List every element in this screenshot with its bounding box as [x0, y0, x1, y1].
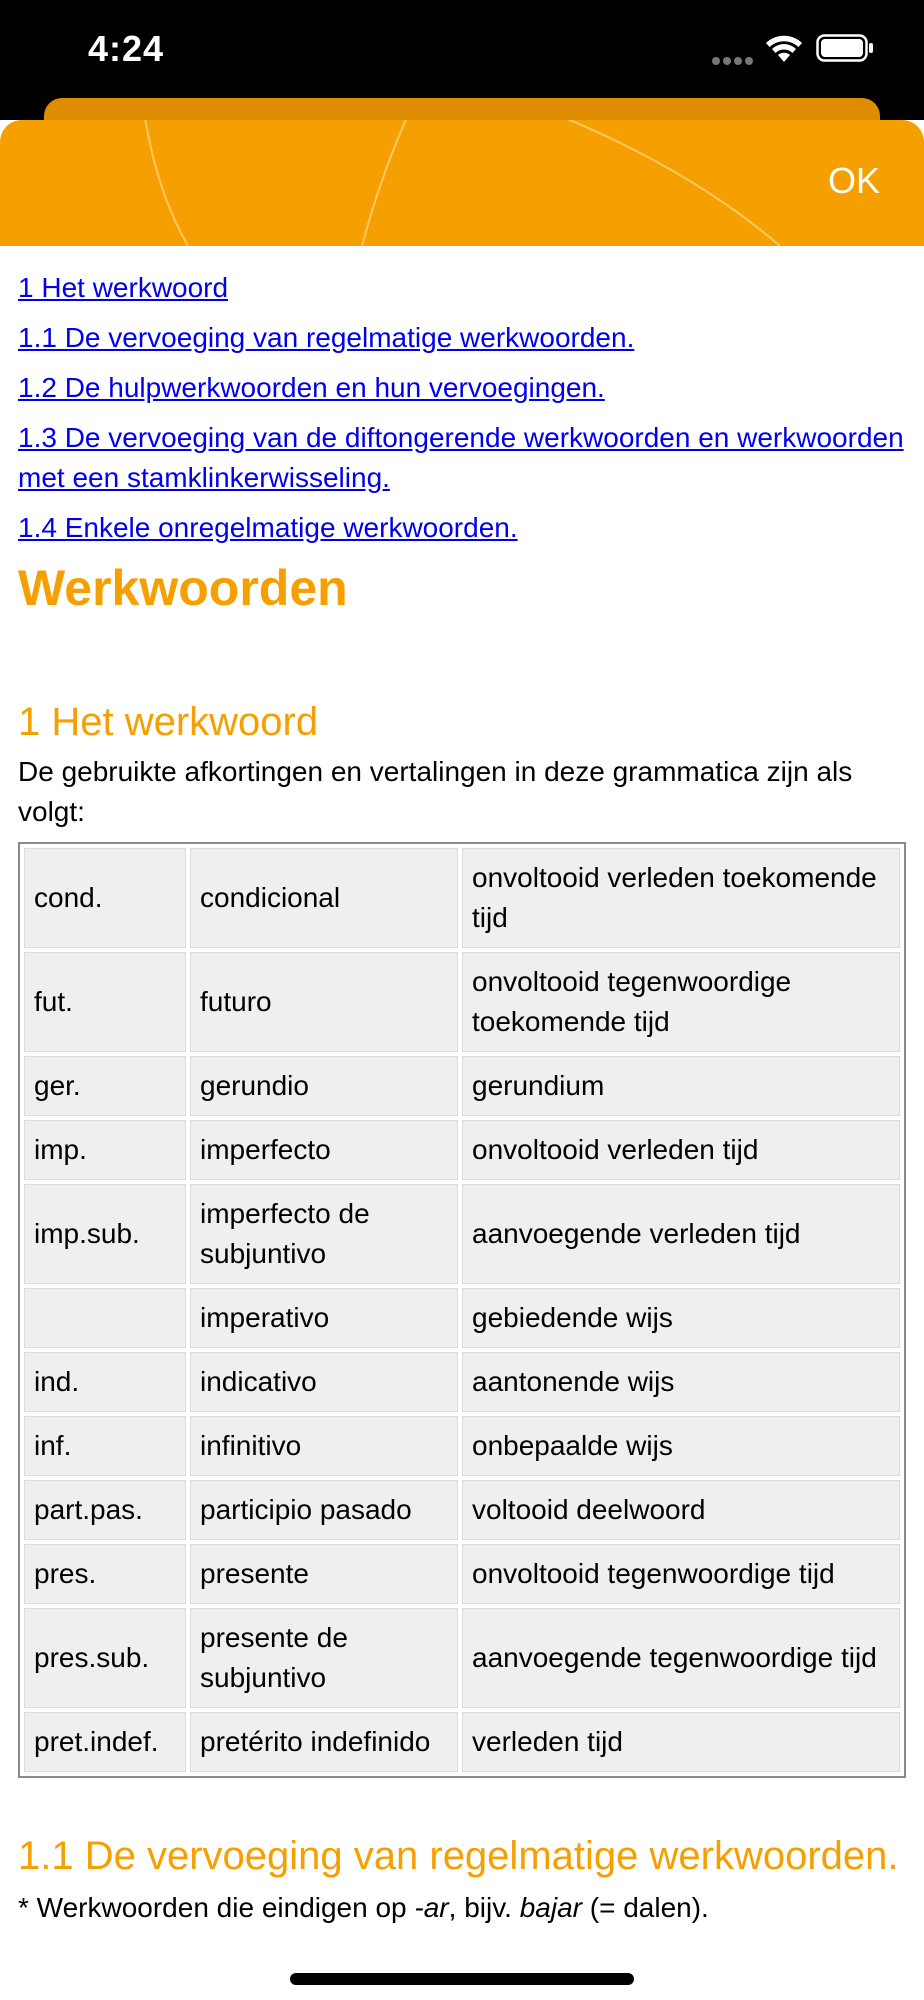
dutch-translation-cell: onvoltooid tegenwoordige toekomende tijd	[462, 952, 900, 1052]
header-decoration	[0, 120, 924, 246]
table-row	[24, 952, 900, 1052]
section-note	[18, 1888, 906, 1928]
content	[18, 246, 906, 1928]
abbreviation-cell: ind.	[24, 1352, 186, 1412]
note-example: bajar	[519, 1892, 582, 1923]
page-title: Werkwoorden	[18, 560, 348, 616]
dutch-translation-cell: aanvoegende verleden tijd	[462, 1184, 900, 1284]
spanish-term-cell: pretérito indefinido	[190, 1712, 458, 1772]
cellular-signal-icon	[712, 52, 756, 64]
table-row	[24, 1712, 900, 1772]
sheet-header	[0, 120, 924, 246]
table-row	[24, 1544, 900, 1604]
battery-icon	[816, 34, 874, 62]
table-row	[24, 1480, 900, 1540]
table-of-contents	[18, 268, 906, 548]
table-row	[24, 1608, 900, 1708]
abbreviation-cell: ger.	[24, 1056, 186, 1116]
wifi-icon	[764, 32, 804, 64]
table-row	[24, 1056, 900, 1116]
spanish-term-cell: imperfecto	[190, 1120, 458, 1180]
abbreviation-table	[18, 842, 906, 1778]
ok-button[interactable]: OK	[827, 160, 880, 201]
dutch-translation-cell: gebiedende wijs	[462, 1288, 900, 1348]
spanish-term-cell: gerundio	[190, 1056, 458, 1116]
section-title-1: 1 Het werkwoord	[18, 700, 319, 744]
abbreviation-cell: pret.indef.	[24, 1712, 186, 1772]
dutch-translation-cell: onvoltooid tegenwoordige tijd	[462, 1544, 900, 1604]
dutch-translation-cell: voltooid deelwoord	[462, 1480, 900, 1540]
spanish-term-cell: presente	[190, 1544, 458, 1604]
dutch-translation-cell: aantonende wijs	[462, 1352, 900, 1412]
dutch-translation-cell: aanvoegende tegenwoordige tijd	[462, 1608, 900, 1708]
abbreviation-cell	[24, 1288, 186, 1348]
spanish-term-cell: condicional	[190, 848, 458, 948]
note-suffix: (= dalen).	[581, 1892, 709, 1923]
abbreviation-cell: fut.	[24, 952, 186, 1052]
table-row	[24, 1288, 900, 1348]
spanish-term-cell: imperativo	[190, 1288, 458, 1348]
section-title-1-1: 1.1 De vervoeging van regelmatige werkwoorden.	[18, 1834, 899, 1878]
table-row	[24, 1352, 900, 1412]
dutch-translation-cell: verleden tijd	[462, 1712, 900, 1772]
abbreviation-cell: pres.sub.	[24, 1608, 186, 1708]
dutch-translation-cell: gerundium	[462, 1056, 900, 1116]
toc-link-1-4[interactable]: 1.4 Enkele onregelmatige werkwoorden.	[18, 512, 518, 543]
abbreviation-cell: part.pas.	[24, 1480, 186, 1540]
status-time: 4:24	[88, 28, 165, 69]
abbreviation-cell: imp.sub.	[24, 1184, 186, 1284]
note-ending: -ar	[414, 1892, 449, 1923]
home-indicator[interactable]	[290, 1973, 634, 1985]
table-row	[24, 1416, 900, 1476]
abbreviation-cell: pres.	[24, 1544, 186, 1604]
note-prefix: * Werkwoorden die eindigen op	[18, 1892, 415, 1923]
spanish-term-cell: infinitivo	[190, 1416, 458, 1476]
toc-link-1-1[interactable]: 1.1 De vervoeging van regelmatige werkwoorden.	[18, 322, 635, 353]
abbreviation-cell: cond.	[24, 848, 186, 948]
toc-link-1-3[interactable]: 1.3 De vervoeging van de diftongerende werkwoorden en werkwoorden met een stamklinkerwisseling.	[18, 422, 904, 493]
abbreviation-cell: inf.	[24, 1416, 186, 1476]
spanish-term-cell: futuro	[190, 952, 458, 1052]
note-mid: , bijv.	[448, 1892, 520, 1923]
toc-link-1[interactable]: 1 Het werkwoord	[18, 272, 229, 303]
spanish-term-cell: indicativo	[190, 1352, 458, 1412]
spanish-term-cell: presente de subjuntivo	[190, 1608, 458, 1708]
dutch-translation-cell: onbepaalde wijs	[462, 1416, 900, 1476]
dutch-translation-cell: onvoltooid verleden tijd	[462, 1120, 900, 1180]
toc-link-1-2[interactable]: 1.2 De hulpwerkwoorden en hun vervoegingen.	[18, 372, 605, 403]
table-row	[24, 848, 900, 948]
section-intro: De gebruikte afkortingen en vertalingen in deze grammatica zijn als volgt:	[18, 756, 853, 827]
dutch-translation-cell: onvoltooid verleden toekomende tijd	[462, 848, 900, 948]
table-row	[24, 1120, 900, 1180]
spanish-term-cell: imperfecto de subjuntivo	[190, 1184, 458, 1284]
table-row	[24, 1184, 900, 1284]
abbreviation-cell: imp.	[24, 1120, 186, 1180]
spanish-term-cell: participio pasado	[190, 1480, 458, 1540]
